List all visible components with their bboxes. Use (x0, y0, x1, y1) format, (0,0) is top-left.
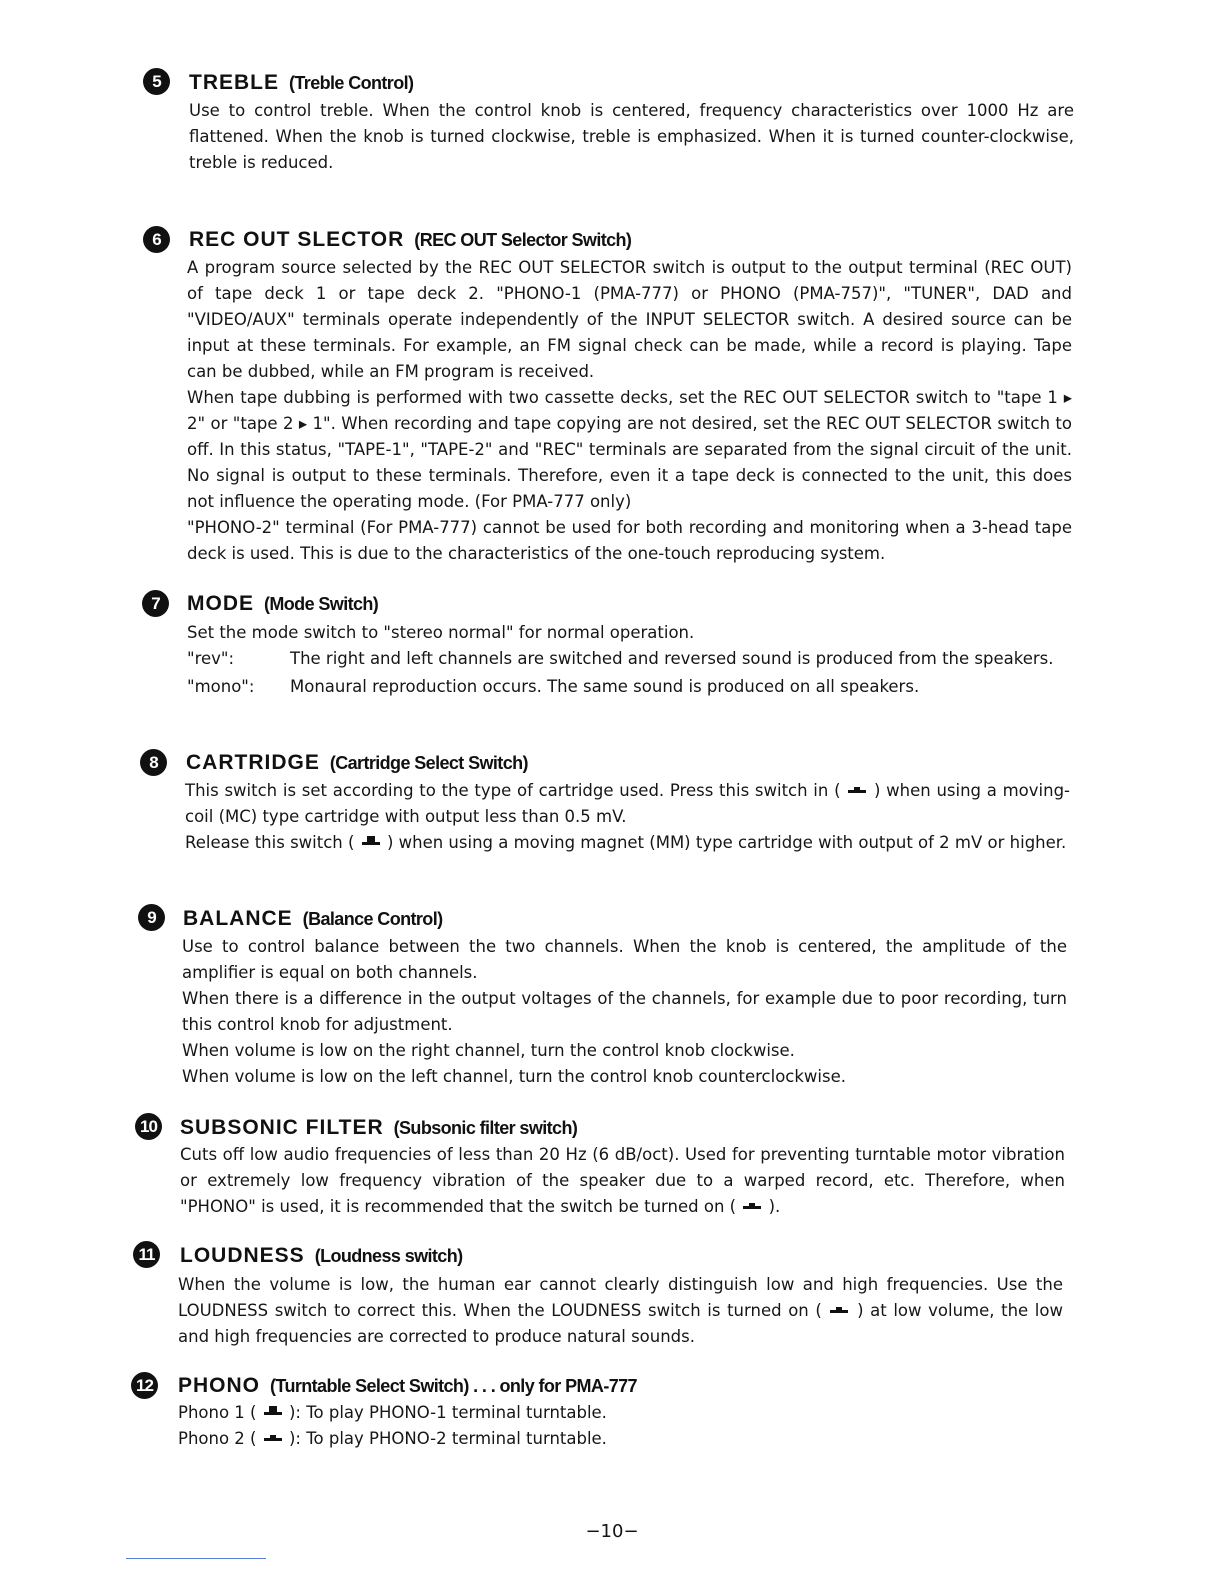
paragraph: Use to control balance between the two channels. When the knob is centered, the amplitude of the amplifier is equal on both channels. (182, 937, 1067, 982)
section-heading (183, 906, 442, 932)
item-number-badge: 8 (140, 749, 167, 776)
mode-rev-text: The right and left channels are switched and reversed sound is produced from the speakers. (290, 649, 1054, 668)
heading-title: MODE (187, 592, 254, 615)
heading-title: CARTRIDGE (186, 751, 320, 774)
text-segment: Release this switch ( (185, 833, 355, 852)
item-number-badge: 9 (138, 904, 165, 931)
heading-title: TREBLE (189, 71, 279, 94)
heading-subtitle: (Balance Control) (302, 909, 443, 929)
section-body (187, 255, 1072, 567)
text-segment: Cuts off low audio frequencies of less than 20 Hz (6 dB/oct). Used for preventing turntable motor vibration or extremely low frequency vibration of the speaker due to a warped record, etc. Therefore, when "PHONO" is used, it is recommended that the switch be turned on ( (180, 1145, 1065, 1216)
paragraph: "PHONO-2" terminal (For PMA-777) cannot be used for both recording and monitoring when a 3-head tape deck is used. This is due to the characteristics of the one-touch reproducing system. (187, 518, 1072, 563)
paragraph: When there is a difference in the output voltages of the channels, for example due to poor recording, turn this control knob for adjustment. (182, 989, 1067, 1034)
heading-title: SUBSONIC FILTER (180, 1116, 384, 1139)
item-number-badge: 6 (143, 226, 170, 253)
item-number-badge: 10 (135, 1113, 162, 1140)
paragraph (180, 1142, 1065, 1220)
heading-subtitle: (Loudness switch) (314, 1246, 463, 1266)
switch-pushed-in-icon (743, 1206, 761, 1209)
section-heading (187, 591, 378, 617)
heading-subtitle: (Turntable Select Switch) . . . only for PMA-777 (270, 1376, 637, 1396)
section-body (185, 778, 1070, 856)
section-heading (180, 1115, 577, 1141)
item-number-badge: 12 (131, 1372, 158, 1399)
paragraph: Set the mode switch to "stereo normal" for normal operation. (187, 623, 695, 642)
heading-title: BALANCE (183, 907, 293, 930)
paragraph (178, 1272, 1063, 1350)
paragraph: When volume is low on the left channel, turn the control knob counterclockwise. (182, 1067, 846, 1086)
paragraph: When volume is low on the right channel, turn the control knob clockwise. (182, 1041, 795, 1060)
paragraph: When tape dubbing is performed with two cassette decks, set the REC OUT SELECTOR switch to "tape 1 ▸ 2" or "tape 2 ▸ 1". When recording and tape copying are not desired, set the REC OUT SELECTOR switch to off. In this status, "TAPE-1", "TAPE-2" and "REC" terminals are separated from the signal circuit of the unit. No signal is output to these terminals. Therefore, even it a tape deck is connected to the unit, this does not influence the operating mode. (For PMA-777 only) (187, 388, 1072, 511)
section-body (178, 1400, 1063, 1452)
section-heading (186, 750, 528, 776)
section-heading (189, 70, 413, 96)
section-heading (189, 227, 631, 253)
mode-rev-label: "rev": (187, 649, 235, 668)
section-body (180, 1142, 1065, 1220)
section-body (178, 1272, 1063, 1350)
heading-title: REC OUT SLECTOR (189, 228, 405, 251)
mode-rev-row (187, 646, 1072, 672)
text-segment: ): To play PHONO-1 terminal turntable. (288, 1403, 607, 1422)
heading-subtitle: (REC OUT Selector Switch) (414, 230, 632, 250)
text-segment: ) at low volume, the low and high frequencies are corrected to produce natural sounds. (178, 1301, 1063, 1346)
text-segment: This switch is set according to the type of cartridge used. Press this switch in ( (185, 781, 841, 800)
item-number-badge: 5 (143, 68, 170, 95)
section-body (189, 98, 1074, 176)
paragraph (178, 1426, 1063, 1452)
heading-title: PHONO (178, 1374, 261, 1397)
switch-pushed-in-icon (830, 1310, 848, 1313)
heading-subtitle: (Subsonic filter switch) (393, 1118, 578, 1138)
text-segment: ): To play PHONO-2 terminal turntable. (288, 1429, 607, 1448)
mode-mono-label: "mono": (187, 677, 255, 696)
text-segment: When the volume is low, the human ear cannot clearly distinguish low and high frequencies. Use the LOUDNESS switch to correct this. When the LOUDNESS switch is turned on ( (178, 1275, 1063, 1320)
mode-mono-text: Monaural reproduction occurs. The same sound is produced on all speakers. (290, 677, 920, 696)
section-body (187, 620, 1072, 700)
text-segment: ) when using a moving-coil (MC) type cartridge with output less than 0.5 mV. (185, 781, 1070, 826)
item-number-badge: 7 (142, 590, 169, 617)
text-segment: ). (768, 1197, 781, 1216)
heading-subtitle: (Cartridge Select Switch) (329, 753, 528, 773)
paragraph: A program source selected by the REC OUT SELECTOR switch is output to the output terminal (REC OUT) of tape deck 1 or tape deck 2. "PHONO-1 (PMA-777) or PHONO (PMA-757)", "TUNER", DAD and "VIDEO/AUX" terminals operate independently of the INPUT SELECTOR switch. A desired source can be input at these terminals. For example, an FM signal check can be made, while a record is playing. Tape can be dubbed, while an FM program is received. (187, 258, 1072, 381)
section-heading (180, 1243, 463, 1269)
paragraph (185, 778, 1070, 830)
paragraph (178, 1400, 1063, 1426)
heading-subtitle: (Treble Control) (289, 73, 414, 93)
switch-released-icon (362, 842, 380, 845)
heading-subtitle: (Mode Switch) (264, 594, 379, 614)
text-segment: Phono 1 ( (178, 1403, 257, 1422)
section-body (182, 934, 1067, 1090)
heading-title: LOUDNESS (180, 1244, 305, 1267)
item-number-badge: 11 (133, 1241, 160, 1268)
mode-mono-row (187, 674, 1072, 700)
section-heading (178, 1373, 637, 1399)
switch-pushed-in-icon (264, 1438, 282, 1441)
page-number: −10− (585, 1521, 639, 1542)
paragraph (185, 830, 1070, 856)
text-segment: Phono 2 ( (178, 1429, 257, 1448)
switch-pushed-in-icon (848, 790, 866, 793)
text-segment: ) when using a moving magnet (MM) type cartridge with output of 2 mV or higher. (386, 833, 1067, 852)
paragraph: Use to control treble. When the control knob is centered, frequency characteristics over 1000 Hz are flattened. When the knob is turned clockwise, treble is emphasized. When it is turned counter-clockwise, treble is reduced. (189, 101, 1074, 172)
switch-released-icon (264, 1412, 282, 1415)
footer-rule (126, 1558, 266, 1559)
